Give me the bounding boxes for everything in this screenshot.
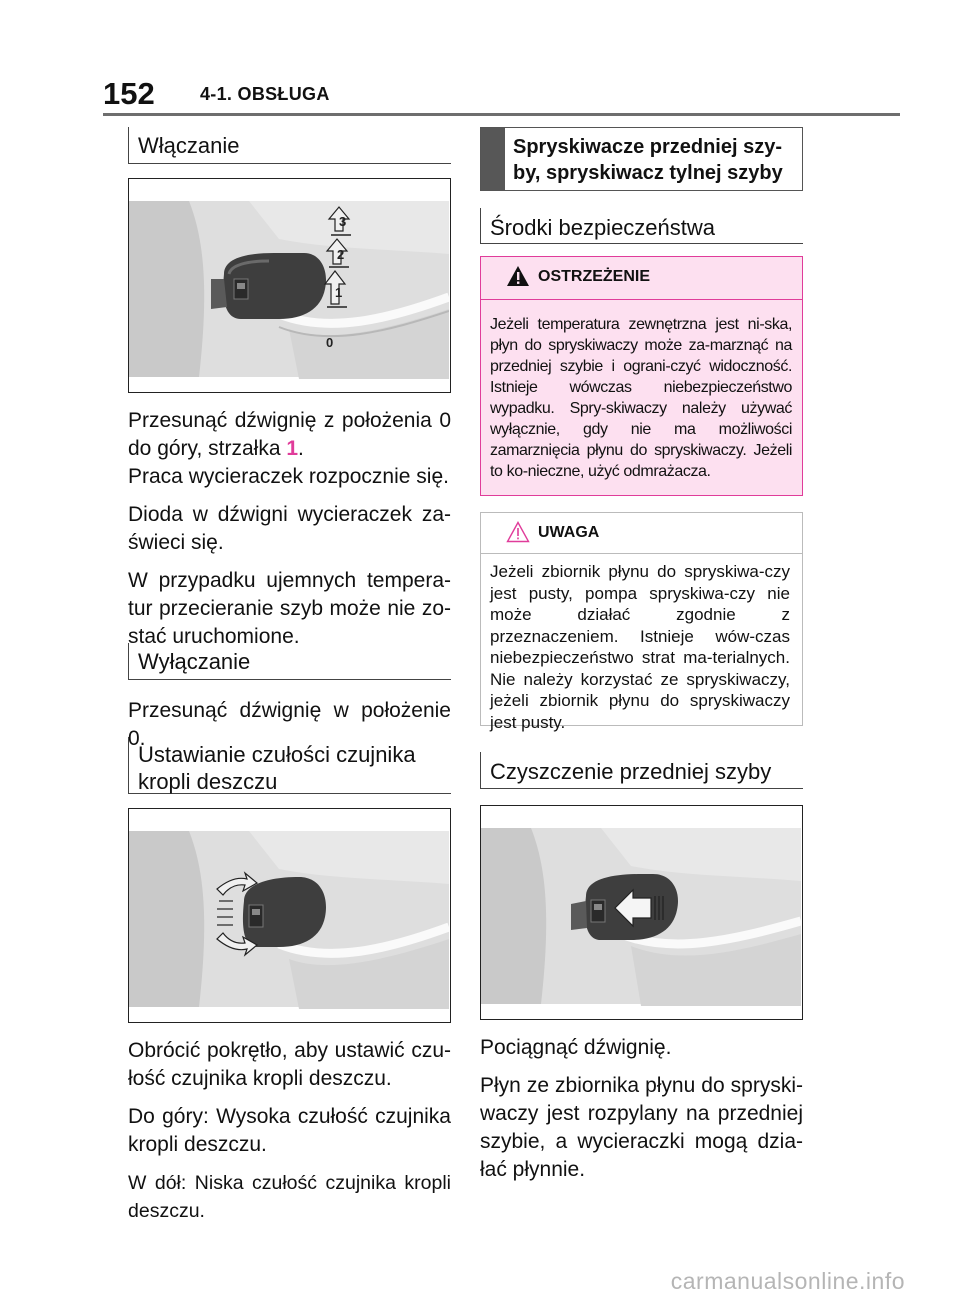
section-title: 4-1. OBSŁUGA [200,84,330,104]
lever-up-illustration [129,179,449,391]
paragraph-pull: Pociągnąć dźwignię. [480,1036,672,1059]
subhead-on: Włączanie [128,127,451,164]
paragraph-frost: W przypadku ujemnych tempera-tur przecieranie szyb może nie zo-stać uruchomione. [128,569,451,648]
paragraph-led: Dioda w dźwigni wycieraczek za-świeci się. [128,503,451,554]
section-heading-washers [480,127,803,191]
caution-triangle-icon [506,521,530,543]
lever-position-label: 1 [335,285,343,300]
caution-title: UWAGA [538,524,600,541]
page-number: 152 [103,76,155,111]
subhead-clean: Czyszczenie przedniej szyby [480,752,803,789]
lever-position-label: 3 [339,214,347,229]
sensor-wheel-illustration [129,809,449,1021]
warning-body: Jeżeli temperatura zewnętrzna jest ni-ska, płyn do spryskiwaczy może za-marznąć na przedniej szybie i ograni-czyć widoczność. Istnieje wówczas niebezpieczeństwo wypadku. Spry-skiwaczy należy używać wyłącznie, gdy nie ma możliwości zamarznięcia płynu do spryskiwaczy. Jeżeli to ko-nieczne, użyć odmrażacza. [490,316,792,480]
arrow-ref: 1 [286,437,299,460]
paragraph-move-up: Przesunąć dźwignię z położenia 0 do góry, strzałka 1. [128,409,451,460]
caution-body: Jeżeli zbiornik płynu do spryskiwa-czy jest pusty, pompa spryskiwa-czy nie może działać zgodnie z przeznaczeniem. Istnieje wów-czas niebezpieczeństwo strat ma-terialnych. Nie należy korzystać ze spryskiwaczy, jeżeli zbiornik płynu do spryskiwaczy jest pusty. [490,562,790,732]
figure-sensor-wheel [128,808,451,1023]
warning-triangle-icon [506,265,530,287]
paragraph-move-zero: Przesunąć dźwignię w położenie 0. [128,699,451,750]
figure-lever-up [128,178,451,393]
paragraph-down-low: W dół: Niska czułość czujnika kropli deszczu. [128,1172,451,1222]
warning-box [480,256,803,496]
paragraph-up-high: Do góry: Wysoka czułość czujnika kropli deszczu. [128,1105,451,1156]
lever-position-label: 2 [337,247,345,262]
heading-bar [481,128,505,190]
paragraph-rotate: Obrócić pokrętło, aby ustawić czu-łość czujnika kropli deszczu. [128,1039,451,1090]
subhead-safety: Środki bezpieczeństwa [480,208,803,244]
heading-text: Spryskiwacze przedniej szy-by, spryskiwacz tylnej szyby [513,136,783,184]
watermark: carmanualsonline.info [670,1268,905,1294]
paragraph-wipers-start: Praca wycieraczek rozpocznie się. [128,465,449,488]
lever-position-label: 0 [326,335,334,350]
caution-box [480,512,803,732]
paragraph-spray: Płyn ze zbiornika płynu do spryski-waczy jest rozpylany na przedniej szybie, a wycieraczki mogą dzia-łać płynnie. [480,1074,803,1181]
figure-lever-pull [480,805,803,1020]
subhead-sensor: Ustawianie czułości czujnika kropli deszczu [128,737,451,794]
lever-pull-illustration [481,806,801,1018]
subhead-off: Wyłączanie [128,643,451,680]
warning-title-bar [481,257,802,300]
caution-title-bar [481,513,802,554]
header-rule [103,113,900,116]
warning-title: OSTRZEŻENIE [538,268,651,285]
